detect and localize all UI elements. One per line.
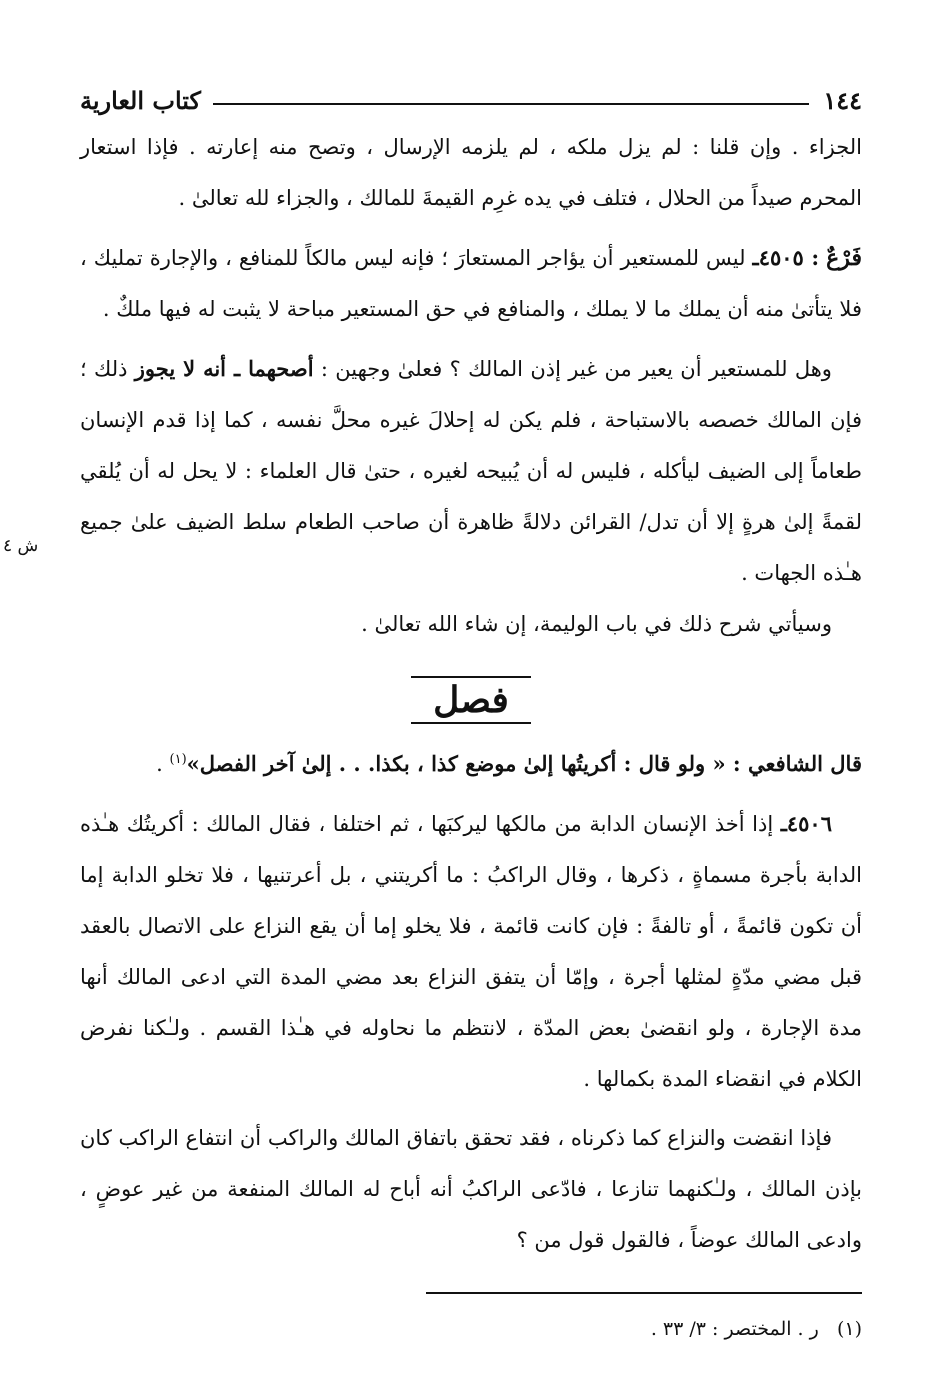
footnote-rule <box>426 1292 862 1294</box>
issue-number-4505: : ٤٥٠٥ـ <box>752 245 820 270</box>
issue-number-4506: ٤٥٠٦ـ <box>780 811 832 836</box>
paragraph-2 <box>80 232 862 335</box>
paragraph-3-text: ذلك ؛ فإن المالك خصصه بالاستباحة ، فلم يكن له إحلالَ غيره محلَّ نفسه ، كما إذا قدم الإنسان طعاماً إلى الضيف ليأكله ، فليس له أن يُبيحه لغيره ، حتىٰ قال العلماء : لا يحل له أن يُلقي لقمةً إلىٰ هرةٍ إلا أن تدل/ القرائن دلالةً ظاهرة أن صاحب الطعام سلط الضيف علىٰ جميع هـٰذه الجهات . <box>80 357 862 585</box>
paragraph-6 <box>80 798 862 1105</box>
paragraph-7: فإذا انقضت والنزاع كما ذكرناه ، فقد تحقق باتفاق المالك والراكب أن انتفاع الراكب كان بإذن المالك ، ولـٰكنهما تنازعا ، فادّعى الراكبُ أنه أباح له المالك المنفعة من غير عوضٍ ، وادعى المالك عوضاً ، فالقول قول من ؟ <box>80 1126 862 1252</box>
footnote-text: ر . المختصر : ٣/ ٣٣ . <box>650 1318 819 1340</box>
margin-manuscript-note: ش ٤ <box>3 536 39 556</box>
far-marker: فَرْعٌ <box>826 245 862 271</box>
page-number: ١٤٤ <box>823 85 862 115</box>
footnote-ref: (١) <box>169 752 187 767</box>
paragraph-1: الجزاء . وإن قلنا : لم يزل ملكه ، لم يلزمه الإرسال ، وتصح منه إعارته . فإذا استعار المحرم صيداً من الحلال ، فتلف في يده غرِم القيمةَ للمالك ، والجزاء لله تعالىٰ . <box>80 135 862 210</box>
section-ornament-fasl <box>80 672 862 728</box>
footnote <box>80 1314 862 1344</box>
paragraph-4: وسيأتي شرح ذلك في باب الوليمة، إن شاء الله تعالىٰ . <box>361 612 832 636</box>
shafii-quote: قال الشافعي : « ولو قال : أكريتُها إلىٰ موضع كذا ، بكذا. . . إلىٰ آخر الفصل» <box>186 751 862 776</box>
book-title: كتاب العارية <box>80 85 201 115</box>
fasl-heading: فصل <box>411 676 531 724</box>
header-rule <box>213 103 809 105</box>
paragraph-6-text: إذا أخذ الإنسان الدابة من مالكها ليركبَها ، ثم اختلفا ، فقال المالك : أكريتُك هـٰذه الدابة بأجرة مسماةٍ ، ذكرها ، وقال الراكبُ : ما أكريتني ، بل أعرتنيها ، فلا تخلو الدابة إما أن تكون قائمةً ، أو تالفةً : فإن كانت قائمة ، فلا يخلو إما أن يقع النزاع على الاتصال بالعقد قبل مضي مدّةٍ لمثلها أجرة ، وإمّا أن يتفق النزاع بعد مضي المدة التي ادعى المالك أنها مدة الإجارة ، ولو انقضىٰ بعض المدّة ، لانتظم ما نحاوله في هـٰذا القسم . ولـٰكنا نفرض الكلام في انقضاء المدة بكمالها . <box>80 812 862 1091</box>
page-header <box>80 78 862 122</box>
paragraph-5: قال الشافعي : « ولو قال : أكريتُها إلىٰ موضع كذا ، بكذا. . . إلىٰ آخر الفصل»$^{(١)}$ . <box>156 751 862 776</box>
paragraph-2-text: ليس للمستعير أن يؤاجر المستعارَ ؛ فإنه ليس مالكاً للمنافع ، والإجارة تمليك ، فلا يتأتىٰ منه أن يملك ما لا يملك ، والمنافع في حق المستعير مباحة لا يثبت له فيها ملكٌ . <box>80 246 862 321</box>
paragraph-3 <box>80 343 862 599</box>
paragraph-3-intro: وهل للمستعير أن يعير من غير إذن المالك ؟ فعلىٰ وجهين : <box>320 357 832 381</box>
footnote-number: (١) <box>836 1318 862 1340</box>
document-page <box>80 78 862 1348</box>
paragraph-3-bold: أصحهما ـ أنه لا يجوز <box>134 356 314 381</box>
